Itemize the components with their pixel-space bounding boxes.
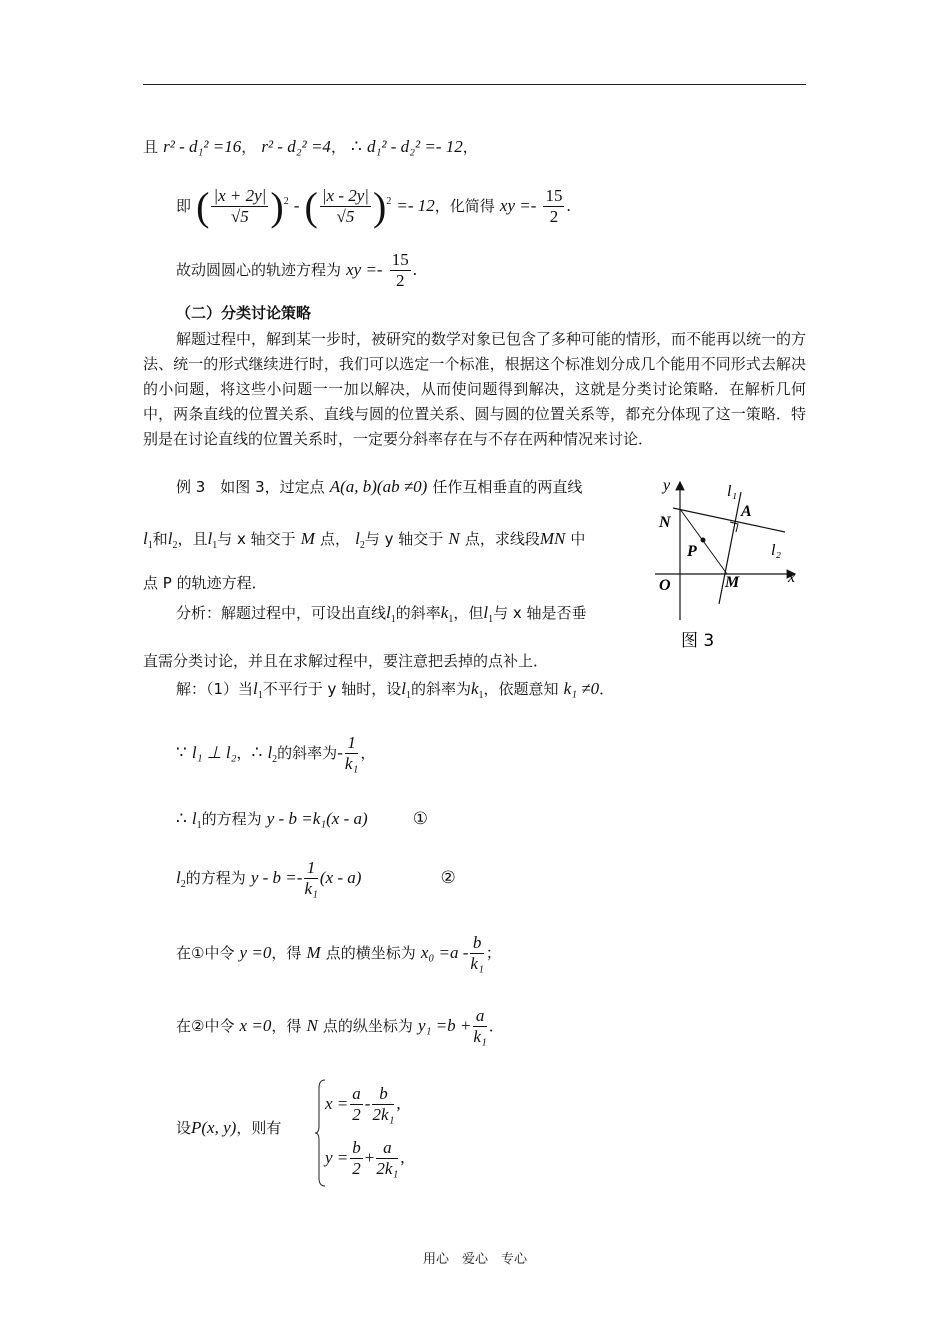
text: ， xyxy=(330,138,346,156)
fraction: $\frac{b}{\text{k₁}}$ xyxy=(470,933,484,973)
svg-text:l₁: l₁ xyxy=(727,483,738,500)
example-line-1 xyxy=(176,476,582,497)
fraction: $\frac{a}{\text{k₁}}$ xyxy=(473,1006,487,1046)
paren: ( xyxy=(196,184,210,229)
paren: ) xyxy=(372,184,387,229)
svg-text:O: O xyxy=(659,577,671,594)
line-2: 即 ( $\frac{|x + 2y|}{√5}$ )$^2$ - ( $\frac{|x - 2y|}{√5}$ )$^2$ =- 12，化简得 xy =- $\frac{15}{2}$ . xyxy=(176,184,571,229)
fraction: $\frac{a}{\text{2k₁}}$ xyxy=(376,1138,399,1178)
fraction: $\frac{15}{2}$ xyxy=(391,250,409,290)
svg-text:N: N xyxy=(659,514,671,531)
fraction: $\frac{1}{\text{k₁}}$ xyxy=(304,858,318,898)
fraction: $\frac{b}{\text{2k₁}}$ xyxy=(372,1084,395,1124)
paragraph: 解题过程中，解到某一步时，被研究的数学对象已包含了多种可能的情形，而不能再以统一的方法、统一的形式继续进行时，我们可以选定一个标准，根据这个标准划分成几个能用不同形式去解决的小问题，将这些小问题一一加以解决，从而使问题得到解决，这就是分类讨论策略．在解析几何中，两条直线的位置关系、直线与圆的位置关系、圆与圆的位置关系等，都充分体现了这一策略．特别是在讨论直线的位置关系时，一定要分斜率存在与不存在两种情况来讨论． xyxy=(143,330,807,448)
text: - xyxy=(293,196,300,215)
perp-line: ∵ l₁ ⊥ l₂，∴ $l_2$的斜率为- $\frac{1}{\text{k₁}}$ ， xyxy=(176,733,376,773)
equation-tag: ① xyxy=(412,809,429,828)
svg-text:y: y xyxy=(663,477,671,494)
svg-text:P: P xyxy=(687,543,697,560)
svg-text:图 3: 图 3 xyxy=(681,631,715,651)
point-p xyxy=(701,538,706,543)
eq1-line: ∴ $l_1$的方程为 y - b =k₁(x - a) ① xyxy=(176,809,429,831)
system-row-1: x = $\frac{a}{2}$ - $\frac{b}{\text{2k₁}}$ , xyxy=(325,1084,401,1124)
equation: r² - d₁² =16 xyxy=(163,137,242,156)
system-intro: 设P(x, y)，则有 xyxy=(176,1118,282,1137)
line-1 xyxy=(143,136,478,157)
solution-line: 解：（1）当$l_1$不平行于 y 轴时，设$l_1$的斜率为$k_1$，依题意知 k₁ ≠0． xyxy=(176,679,615,701)
equation: xy =- xyxy=(346,260,383,279)
text: 且 xyxy=(143,138,159,156)
example-line-3: 点 P 的轨迹方程． xyxy=(143,574,267,592)
svg-text:M: M xyxy=(725,574,740,591)
eq2-line: $l_2$的方程为 y - b =- $\frac{1}{\text{k₁}}$ (x - a) ② xyxy=(176,858,456,898)
fraction: $\frac{b}{2}$ xyxy=(352,1138,361,1178)
equation: =- 12 xyxy=(396,196,435,215)
step1-line: 在①中令 y =0，得 M 点的横坐标为 x₀ =a - $\frac{b}{\text{k₁}}$ ； xyxy=(176,933,501,973)
section-title: （二）分类讨论策略 xyxy=(176,304,312,322)
text: 例 3 如图 3，过定点 xyxy=(176,478,325,496)
text: ，化简得 xyxy=(434,197,495,215)
svg-text:x: x xyxy=(788,569,796,586)
analysis-line-2: 直需分类讨论，并且在求解过程中，要注意把丢掉的点补上． xyxy=(143,652,549,670)
equation: xy =- xyxy=(499,196,537,215)
text: 故动圆圆心的轨迹方程为 xyxy=(176,261,342,279)
line-3: 故动圆圆心的轨迹方程为 xy =- $\frac{15}{2}$ . xyxy=(176,250,417,290)
point: A(a, b)(ab ≠0) xyxy=(329,477,428,496)
equation: r² - d₂² =4 xyxy=(261,137,331,156)
system-row-2: y = $\frac{b}{2}$ + $\frac{a}{\text{2k₁}}$ , xyxy=(325,1138,405,1178)
fraction: $\frac{|x - 2y|}{√5}$ xyxy=(321,186,369,226)
equation-tag: ② xyxy=(440,868,456,887)
equation: d₁² - d₂² =- 12 xyxy=(366,137,463,156)
header-rule xyxy=(143,84,806,85)
example-line-2: $l_1$和$l_2$，且$l_1$与 x 轴交于 M 点， $l_2$与 y 轴交于 N 点，求线段MN 中 xyxy=(143,529,586,551)
line-l2 xyxy=(673,508,785,532)
text: 即 xyxy=(176,197,192,215)
text: ， xyxy=(462,138,478,156)
therefore-symbol: ∴ xyxy=(351,137,362,156)
paren: ) xyxy=(270,184,284,229)
fraction: $\frac{a}{2}$ xyxy=(352,1084,361,1124)
text: 任作互相垂直的两直线 xyxy=(432,478,583,496)
fraction: $\frac{1}{\text{k₁}}$ xyxy=(344,733,359,773)
paren: ( xyxy=(304,184,318,229)
figure-3 xyxy=(645,470,815,655)
fraction: $\frac{|x + 2y|}{√5}$ xyxy=(213,186,267,226)
footer: 用心 爱心 专心 xyxy=(422,1252,527,1267)
fraction: $\frac{15}{2}$ xyxy=(545,186,563,226)
svg-text:l₂: l₂ xyxy=(771,542,782,559)
step2-line: 在②中令 x =0，得 N 点的纵坐标为 y₁ =b + $\frac{a}{\text{k₁}}$ ． xyxy=(176,1006,504,1046)
text: ， xyxy=(241,138,257,156)
svg-text:A: A xyxy=(741,503,752,520)
analysis-line-1: 分析：解题过程中，可设出直线$l_1$的斜率$k_1$，但$l_1$与 x 轴是否垂 xyxy=(176,603,587,625)
